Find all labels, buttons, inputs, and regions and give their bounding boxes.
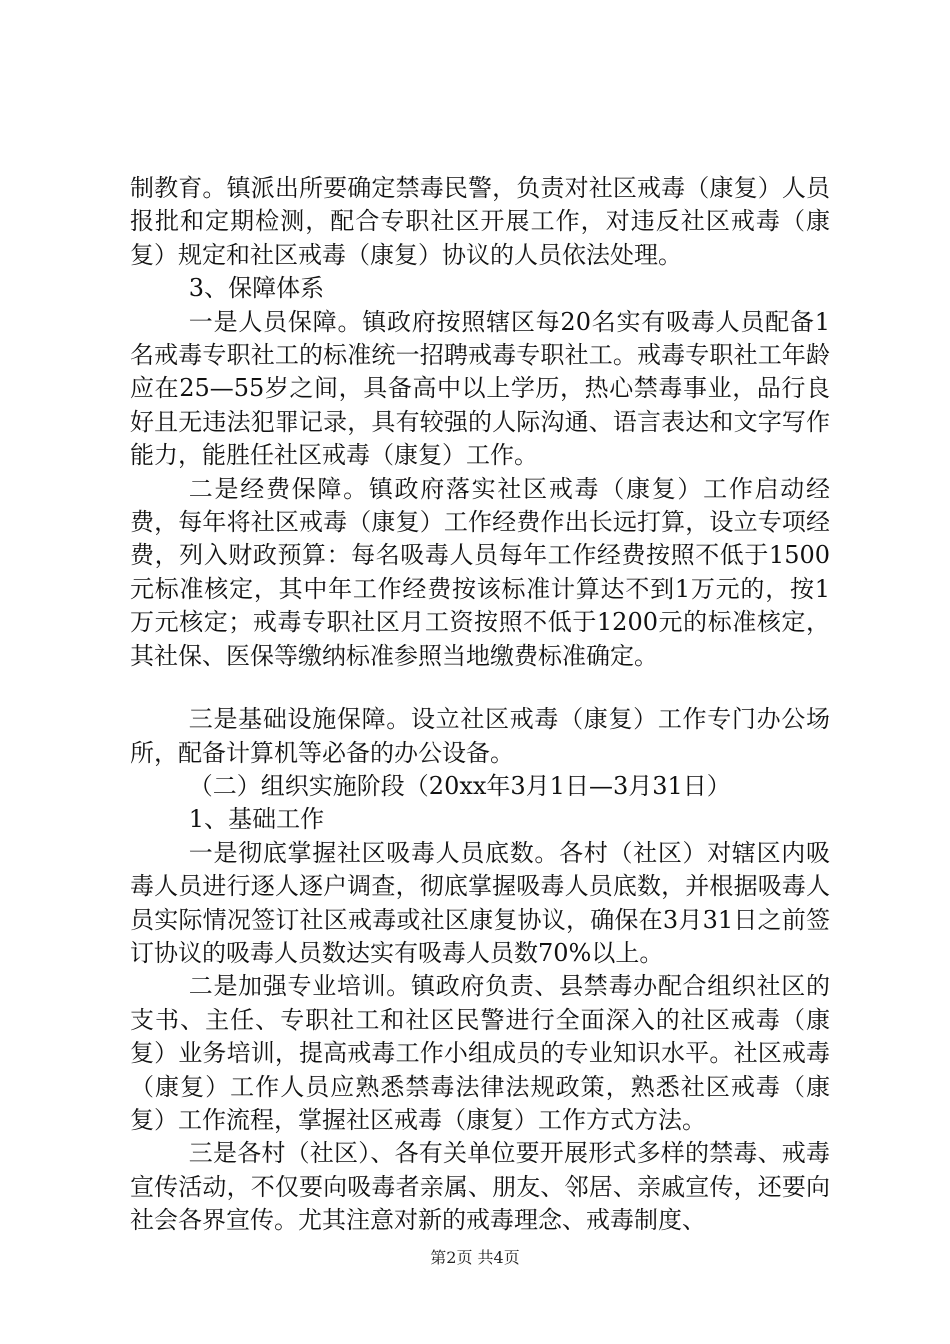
section-heading-basic-work: 1、基础工作: [188, 805, 325, 834]
section-heading-implementation-stage: （二）组织实施阶段（20xx年3月1日—3月31日）: [188, 771, 731, 800]
section-heading-guarantee-system: 3、保障体系: [188, 274, 325, 303]
paragraph-continuation: 制教育。镇派出所要确定禁毒民警，负责对社区戒毒（康复）人员报批和定期检测，配合专职社区开展工作，对违反社区戒毒（康复）规定和社区戒毒（康复）协议的人员依法处理。: [130, 174, 830, 269]
paragraph-publicity-activities: 三是各村（社区）、各有关单位要开展形式多样的禁毒、戒毒宣传活动，不仅要向吸毒者亲属、朋友、邻居、亲戚宣传，还要向社会各界宣传。尤其注意对新的戒毒理念、戒毒制度、: [130, 1139, 830, 1235]
document-body: [130, 172, 830, 1238]
paragraph-personnel-guarantee: 一是人员保障。镇政府按照辖区每20名实有吸毒人员配备1名戒毒专职社工的标准统一招聘戒毒专职社工。戒毒专职社工年龄应在25—55岁之间，具备高中以上学历，热心禁毒事业，品行良好且无违法犯罪记录，具有较强的人际沟通、语言表达和文字写作能力，能胜任社区戒毒（康复）工作。: [130, 307, 830, 470]
paragraph-master-drug-user-count: 一是彻底掌握社区吸毒人员底数。各村（社区）对辖区内吸毒人员进行逐人逐户调查，彻底掌握吸毒人员底数，并根据吸毒人员实际情况签订社区戒毒或社区康复协议，确保在3月31日之前签订协议的吸毒人员数达实有吸毒人员数70%以上。: [130, 838, 830, 967]
paragraph-professional-training: 二是加强专业培训。镇政府负责、县禁毒办配合组织社区的支书、主任、专职社工和社区民警进行全面深入的社区戒毒（康复）业务培训，提高戒毒工作小组成员的专业知识水平。社区戒毒（康复）工作人员应熟悉禁毒法律法规政策，熟悉社区戒毒（康复）工作流程，掌握社区戒毒（康复）工作方式方法。: [130, 972, 830, 1134]
paragraph-infrastructure-guarantee: 三是基础设施保障。设立社区戒毒（康复）工作专门办公场所，配备计算机等必备的办公设备。: [130, 705, 830, 767]
page-number-footer: 第2页 共4页: [430, 1248, 520, 1267]
paragraph-funding-guarantee: 二是经费保障。镇政府落实社区戒毒（康复）工作启动经费，每年将社区戒毒（康复）工作经费作出长远打算，设立专项经费，列入财政预算：每名吸毒人员每年工作经费按照不低于1500元标准核定，其中年工作经费按该标准计算达不到1万元的，按1万元核定；戒毒专职社区月工资按照不低于1200元的标准核定，其社保、医保等缴纳标准参照当地缴费标准确定。: [130, 474, 830, 670]
